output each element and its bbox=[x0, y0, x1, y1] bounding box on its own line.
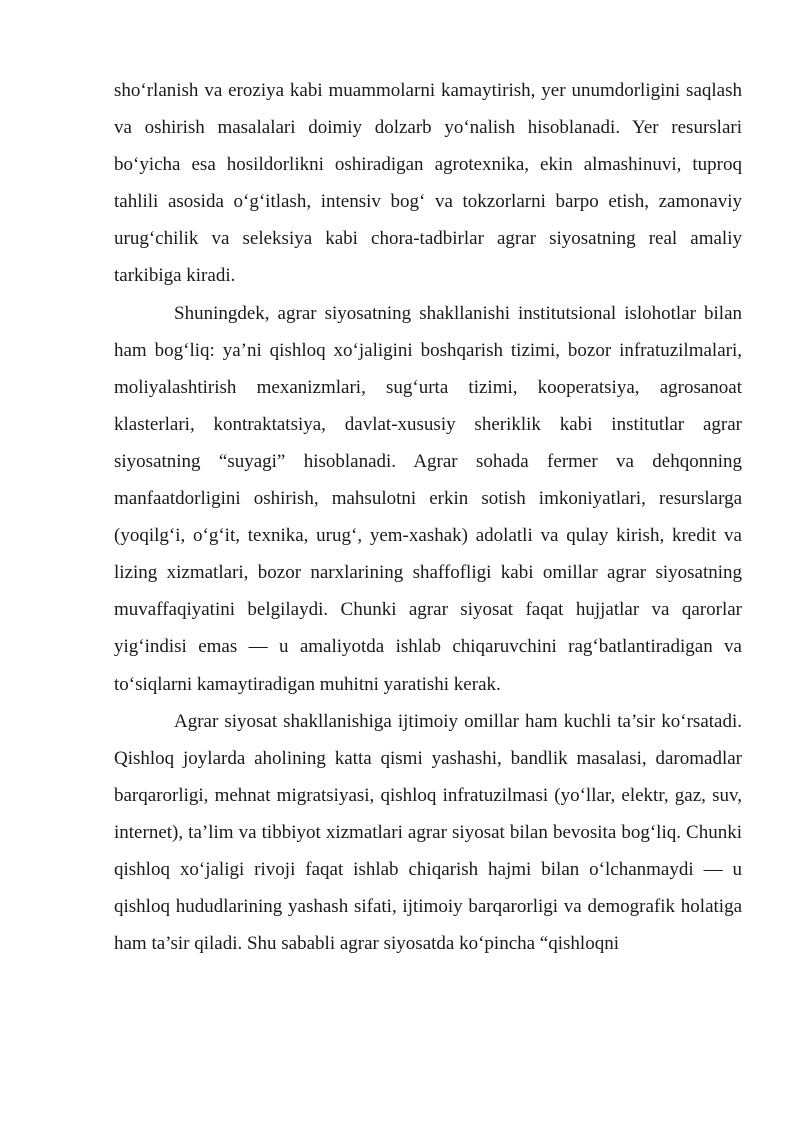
paragraph-continuation: sho‘rlanish va eroziya kabi muammolarni kamaytirish, yer unumdorligini saqlash va oshirish masalalari doimiy dolzarb yo‘nalish hisoblanadi. Yer resurslari bo‘yicha esa hosildorlikni oshiradigan agrotexnika, ekin almashinuvi, tuproq tahlili asosida o‘g‘itlash, intensiv bog‘ va tokzorlarni barpo etish, zamonaviy urug‘chilik va seleksiya kabi chora-tadbirlar agrar siyosatning real amaliy tarkibiga kiradi. bbox=[114, 80, 742, 287]
paragraph-social-factors: Agrar siyosat shakllanishiga ijtimoiy omillar ham kuchli ta’sir ko‘rsatadi. Qishloq joylarda aholining katta qismi yashashi, bandlik masalasi, daromadlar barqarorligi, mehnat migratsiyasi, qishloq infratuzilmasi (yo‘llar, elektr, gaz, suv, internet), ta’lim va tibbiyot xizmatlari agrar siyosat bilan bevosita bog‘liq. Chunki qishloq xo‘jaligi rivoji faqat ishlab chiqarish hajmi bilan o‘lchanmaydi — u qishloq hududlarining yashash sifati, ijtimoiy barqarorligi va demografik holatiga ham ta’sir qiladi. Shu sababli agrar siyosatda ko‘pincha “qishloqni bbox=[114, 710, 742, 955]
document-body bbox=[114, 72, 742, 962]
paragraph-institutional-reforms: Shuningdek, agrar siyosatning shakllanishi institutsional islohotlar bilan ham bog‘liq: ya’ni qishloq xo‘jaligini boshqarish tizimi, bozor infratuzilmalari, moliyalashtirish mexanizmlari, sug‘urta tizimi, kooperatsiya, agrosanoat klasterlari, kontraktatsiya, davlat-xususiy sheriklik kabi institutlar agrar siyosatning “suyagi” hisoblanadi. Agrar sohada fermer va dehqonning manfaatdorligini oshirish, mahsulotni erkin sotish imkoniyatlari, resurslarga (yoqilg‘i, o‘g‘it, texnika, urug‘, yem-xashak) adolatli va qulay kirish, kredit va lizing xizmatlari, bozor narxlarining shaffofligi kabi omillar agrar siyosatning muvaffaqiyatini belgilaydi. Chunki agrar siyosat faqat hujjatlar va qarorlar yig‘indisi emas — u amaliyotda ishlab chiqaruvchini rag‘batlantiradigan va to‘siqlarni kamaytiradigan muhitni yaratishi kerak. bbox=[114, 302, 742, 695]
